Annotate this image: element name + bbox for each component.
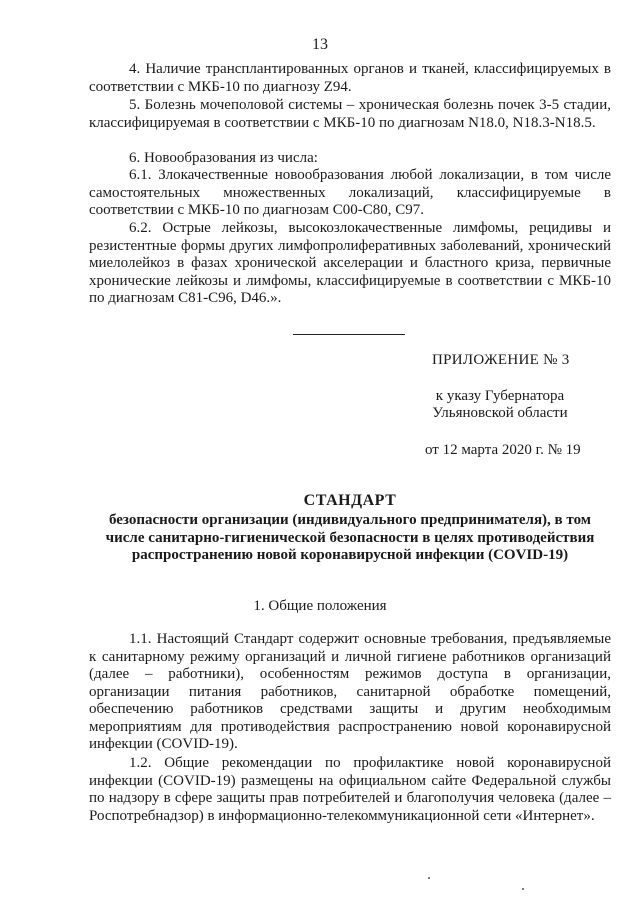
appendix-line-1: к указу Губернатора xyxy=(435,388,565,404)
scan-speck xyxy=(428,877,430,879)
separator-line xyxy=(293,334,405,335)
paragraph-1-1: 1.1. Настоящий Стандарт содержит основные требования, предъявляемые к санитарному режиму организаций и личной гигиене работников организаций (далее – работники), особенностям режимов доступа в организации, организации питания работников, санитарной обработке помещений, обеспечению работников средствами защиты и другим необходимым мероприятиям для противодействия распространению новой коронавирусной инфекции (COVID-19). xyxy=(89,631,611,752)
appendix-line-2: Ульяновской области xyxy=(432,405,568,421)
list-item-6-1: 6.1. Злокачественные новообразования любой локализации, в том числе самостоятельных множественных локализаций, классифицируемые в соответствии с МКБ-10 по диагнозам C00-C80, C97. xyxy=(89,167,611,218)
list-item-4: 4. Наличие трансплантированных органов и тканей, классифицируемых в соответствии с МКБ-10 по диагнозу Z94. xyxy=(89,61,611,95)
list-item-6: 6. Новообразования из числа: xyxy=(129,150,318,166)
list-item-6-2: 6.2. Острые лейкозы, высокозлокачественные лимфомы, рецидивы и резистентные формы других лимфопролиферативных заболеваний, хронический миелолейкоз в фазах хронической акселерации и бластного криза, первичные хронические лейкозы и лимфомы, классифицируемые в соответствии с МКБ-10 по диагнозам C81-C96, D46.». xyxy=(89,220,611,306)
appendix-date: от 12 марта 2020 г. № 19 xyxy=(425,442,581,458)
section-heading: 1. Общие положения xyxy=(253,598,387,614)
scan-speck xyxy=(522,888,524,890)
paragraph-1-2: 1.2. Общие рекомендации по профилактике новой коронавирусной инфекции (COVID-19) размещены на официальном сайте Федеральной службы по надзору в сфере защиты прав потребителей и благополучия человека (далее – Роспотребнадзор) в информационно-телекоммуникационной сети «Интернет». xyxy=(89,755,611,824)
standard-subtitle: безопасности организации (индивидуального предпринимателя), в том числе санитарно-гигиенической безопасности в целях противодействия распространению новой коронавирусной инфекции (COVID-19) xyxy=(105,512,595,563)
appendix-title: ПРИЛОЖЕНИЕ № 3 xyxy=(432,352,570,368)
standard-title: СТАНДАРТ xyxy=(303,492,397,509)
list-item-5: 5. Болезнь мочеполовой системы – хроническая болезнь почек 3-5 стадии, классифицируемая в соответствии с МКБ-10 по диагнозам N18.0, N18.3-N18.5. xyxy=(89,97,611,131)
page-number: 13 xyxy=(312,36,328,53)
